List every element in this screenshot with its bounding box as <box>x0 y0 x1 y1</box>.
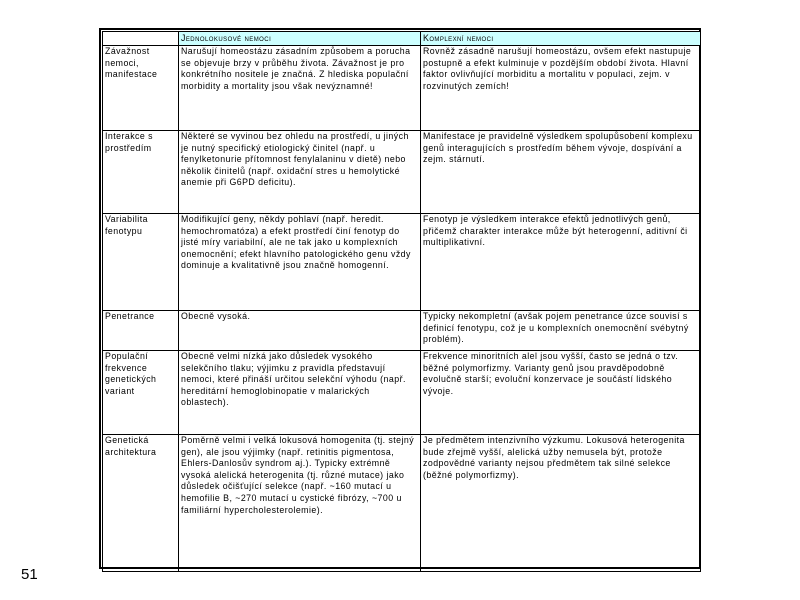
header-empty-cell <box>103 32 179 46</box>
row-label: Penetrance <box>103 311 179 351</box>
table-row <box>103 435 701 572</box>
cell-single: Narušují homeostázu zásadním způsobem a porucha se objevuje brzy v průběhu života. Závažnost je pro konkrétního nositele je značná. Z hlediska populační morbidity a mortality jsou však nevýznamné! <box>179 46 421 131</box>
table-row <box>103 351 701 435</box>
header-row <box>103 32 701 46</box>
row-label: Genetická architektura <box>103 435 179 572</box>
row-label: Variabilita fenotypu <box>103 214 179 311</box>
cell-complex: Manifestace je pravidelně výsledkem spolupůsobení komplexu genů interagujících s prostředím během vývoje, dospívání a zejm. stárnutí. <box>421 131 701 214</box>
cell-complex: Typicky nekompletní (avšak pojem penetrance úzce souvisí s definicí fenotypu, což je u komplexních onemocnění svébytný problém). <box>421 311 701 351</box>
cell-complex: Rovněž zásadně narušují homeostázu, ovšem efekt nastupuje postupně a efekt kulminuje v pozdějším období života. Hlavní faktor ovlivňující morbiditu a mortalitu v populaci, zejm. v rozvinutých zemích! <box>421 46 701 131</box>
page-number: 51 <box>21 566 38 583</box>
row-label: Interakce s prostředím <box>103 131 179 214</box>
cell-single: Poměrně velmi i velká lokusová homogenita (tj. stejný gen), ale jsou výjimky (např. retinitis pigmentosa, Ehlers-Danlosův syndrom aj.). Typicky extrémně vysoká alelická heterogenita (tj. různé mutace) jako důsledek očišťující selekce (např. ~160 mutací u hemofilie B, ~270 mutací u cystické fibrózy, ~700 u familiární hypercholesterolemie). <box>179 435 421 572</box>
row-label: Populační frekvence genetických variant <box>103 351 179 435</box>
comparison-table <box>102 31 701 572</box>
cell-complex: Frekvence minoritních alel jsou vyšší, často se jedná o tzv. běžné polymorfizmy. Varianty genů jsou pravděpodobně evolučně starší; evoluční konzervace je součástí lidského vývoje. <box>421 351 701 435</box>
table-row <box>103 311 701 351</box>
slide-frame <box>99 28 701 569</box>
cell-single: Obecně vysoká. <box>179 311 421 351</box>
cell-complex: Je předmětem intenzivního výzkumu. Lokusová heterogenita bude zřejmě vyšší, alelická užby nemusela být, protože zodpovědné varianty nejsou předmětem tak silné selekce (běžné polymorfizmy). <box>421 435 701 572</box>
row-label: Závažnost nemoci, manifestace <box>103 46 179 131</box>
header-complex: Komplexní nemoci <box>421 32 701 46</box>
cell-complex: Fenotyp je výsledkem interakce efektů jednotlivých genů, přičemž charakter interakce může být heterogenní, aditivní či multiplikativní. <box>421 214 701 311</box>
header-single-gene: Jednolokusové nemoci <box>179 32 421 46</box>
table-row <box>103 46 701 131</box>
cell-single: Některé se vyvinou bez ohledu na prostředí, u jiných je nutný specifický etiologický činitel (např. u fenylketonurie přítomnost fenylalaninu v dietě) nebo několik činitelů (např. oxidační stres u hemolytické anemie při G6PD deficitu). <box>179 131 421 214</box>
table-row <box>103 131 701 214</box>
table-row <box>103 214 701 311</box>
cell-single: Modifikující geny, někdy pohlaví (např. heredit. hemochromatóza) a efekt prostředí činí fenotyp do jisté míry variabilní, ale ne tak jako u komplexních onemocnění; efekt hlavního patologického genu vždy dominuje a kvalitativně jsou značně homogenní. <box>179 214 421 311</box>
cell-single: Obecně velmi nízká jako důsledek vysokého selekčního tlaku; výjimku z pravidla představují nemoci, které přináší určitou selekční výhodu (např. hereditární hemoglobinopatie v malarických oblastech). <box>179 351 421 435</box>
